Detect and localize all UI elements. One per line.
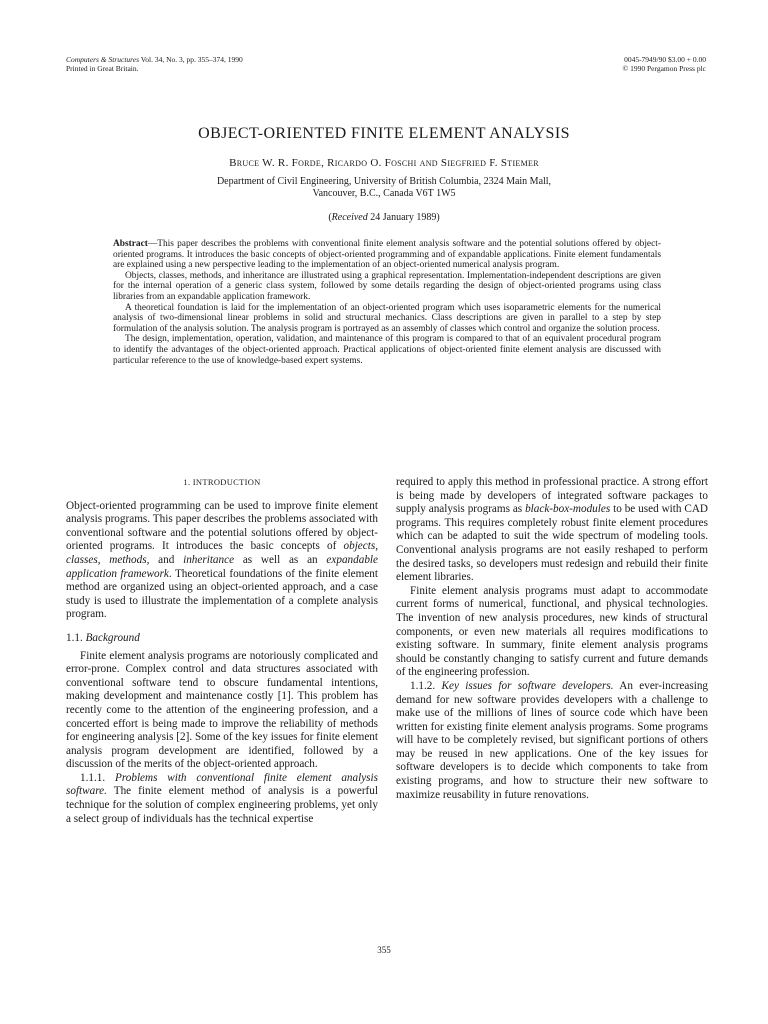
issn: 0045-7949/90 $3.00 + 0.00 <box>624 55 706 64</box>
subsection-heading-background <box>66 632 378 646</box>
abstract-paragraph-4: The design, implementation, operation, validation, and maintenance of this program is compared to that of an equivalent procedural program to identify the advantages of the object-oriented approach. Practical applications of object-oriented finite element analysis are discussed with particular reference to the use of knowledge-based expert systems. <box>113 334 661 366</box>
abstract-paragraph-3: A theoretical foundation is laid for the implementation of an object-oriented program which uses isoparametric elements for the numerical analysis of two-dimensional linear problems in solid and structural mechanics. Class descriptions are given in parallel to a step by step formulation of the analysis solution. The analysis program is portrayed as an assembly of classes which control and organize the solution process. <box>113 302 661 334</box>
abstract-text-1: —This paper describes the problems with conventional finite element analysis software and the potential solutions offered by object-oriented programs. It introduces the basic concepts of object-oriented programming and of expandable applications. Finite element fundamentals are explained using a new perspective leading to the implementation of an object-oriented numerical analysis program. <box>113 239 661 271</box>
right-paragraph-2: Finite element analysis programs must adapt to accommodate current forms of numerical, functional, and physical technologies. The invention of new analysis procedures, new kinds of structural components, or even new materials all requires modifications to existing software. In summary, finite element analysis programs should be constantly changing to satisfy current and future demands of the engineering profession. <box>396 584 708 679</box>
subsection-title: Background <box>85 631 140 644</box>
abstract-paragraph-2: Objects, classes, methods, and inheritance are illustrated using a graphical representation. Implementation-independent descriptions are given for the internal operation of a generic class system, followed by some details regarding the design of object-oriented programs using class libraries from an expandable application framework. <box>113 270 661 302</box>
abstract-paragraph-1 <box>113 239 661 271</box>
affiliation-line-2: Vancouver, B.C., Canada V6T 1W5 <box>312 187 456 199</box>
term-black-box-modules: black-box-modules <box>525 503 611 516</box>
section-heading-introduction: 1. INTRODUCTION <box>183 477 261 487</box>
authors: Bruce W. R. Forde, Ricardo O. Foschi and Siegfried F. Stiemer <box>229 157 539 169</box>
term-framework: expandable application framework <box>66 553 378 580</box>
affiliation-line-1: Department of Civil Engineering, University of British Columbia, 2324 Main Mall, <box>216 176 552 187</box>
problems-paragraph <box>66 772 378 826</box>
term-objects: objects <box>343 540 376 553</box>
received-label: Received <box>331 212 368 223</box>
intro-text-2: , <box>375 540 378 553</box>
problems-text: The finite element method of analysis is a powerful technique for the solution of complex engineering problems, yet only a select group of individuals has the technical expertise <box>66 785 378 825</box>
intro-text-4: , and <box>146 553 184 566</box>
journal-name: Computers & Structures <box>66 55 140 64</box>
left-column <box>66 476 378 826</box>
intro-text-5: as well as an <box>234 553 327 566</box>
subsection-number: 1.1. <box>66 631 86 644</box>
term-methods: methods <box>109 553 147 566</box>
intro-text-3: , <box>97 553 110 566</box>
term-classes: classes <box>66 553 98 566</box>
affiliation <box>0 176 768 199</box>
key-issues-paragraph <box>396 680 708 802</box>
subsubsection-title: Key issues for software developers. <box>441 679 614 692</box>
right-text-1b: to be used with CAD programs. This requires completely robust finite element procedures which can be adapted to suit the wide spectrum of modeling tools. Conventional analysis programs are not easily reshaped to perform the desired tasks, so developers must redesign and rebuild their finite element libraries. <box>396 503 709 584</box>
intro-text-1: Object-oriented programming can be used to improve finite element analysis programs. This paper describes the problems associated with conventional software and the potential solutions offered by object-oriented programs. It introduces the basic concepts of <box>66 499 378 553</box>
printed-in: Printed in Great Britain. <box>66 64 139 73</box>
journal-citation <box>66 55 243 73</box>
right-text-1a: required to apply this method in professional practice. A strong effort is being made by developers of integrated software packages to supply analysis programs as <box>396 476 708 516</box>
key-issues-text: An ever-increasing demand for new software provides developers with a challenge to make use of the millions of lines of source code which have been written for existing finite element analysis programs. Some programs will have to be completely revised, but significant portions of others may be reused in new applications. One of the key issues for software developers is to decide which components to take from existing programs, and how to structure their new software to maximize reusability in future renovations. <box>396 679 709 801</box>
publisher-info <box>623 55 706 73</box>
intro-paragraph <box>66 500 378 622</box>
received-open: ( <box>328 212 332 223</box>
subsubsection-number: 1.1.2. <box>410 679 442 692</box>
abstract-label: Abstract <box>113 239 148 249</box>
paper-title: OBJECT-ORIENTED FINITE ELEMENT ANALYSIS <box>198 125 570 142</box>
right-column <box>396 476 708 802</box>
subsubsection-number: 1.1.1. <box>80 771 115 784</box>
page-number: 355 <box>377 945 391 955</box>
received-value: 24 January 1989) <box>367 212 440 223</box>
subsubsection-title: Problems with conventional finite element analysis software. <box>66 771 378 798</box>
intro-text-6: . Theoretical foundations of the finite element method are organized using an object-oriented approach, and a case study is used to illustrate the implementation of a complete analysis program. <box>66 567 379 621</box>
abstract <box>113 239 661 366</box>
journal-volume: Vol. 34, No. 3, pp. 355–374, 1990 <box>139 55 243 64</box>
right-paragraph-1 <box>396 476 708 585</box>
received-date <box>0 212 768 223</box>
term-inheritance: inheritance <box>183 553 235 566</box>
background-paragraph: Finite element analysis programs are notoriously complicated and error-prone. Complex control and data structures associated with conventional software tend to obscure fundamental intentions, making development and maintenance costly [1]. This problem has recently come to the attention of the engineering profession, and a concerted effort is being made to improve the reliability of methods for engineering analysis [2]. Some of the key issues for finite element analysis program development are identified, followed by a discussion of the merits of the object-oriented approach. <box>66 649 378 771</box>
copyright: © 1990 Pergamon Press plc <box>622 64 706 73</box>
